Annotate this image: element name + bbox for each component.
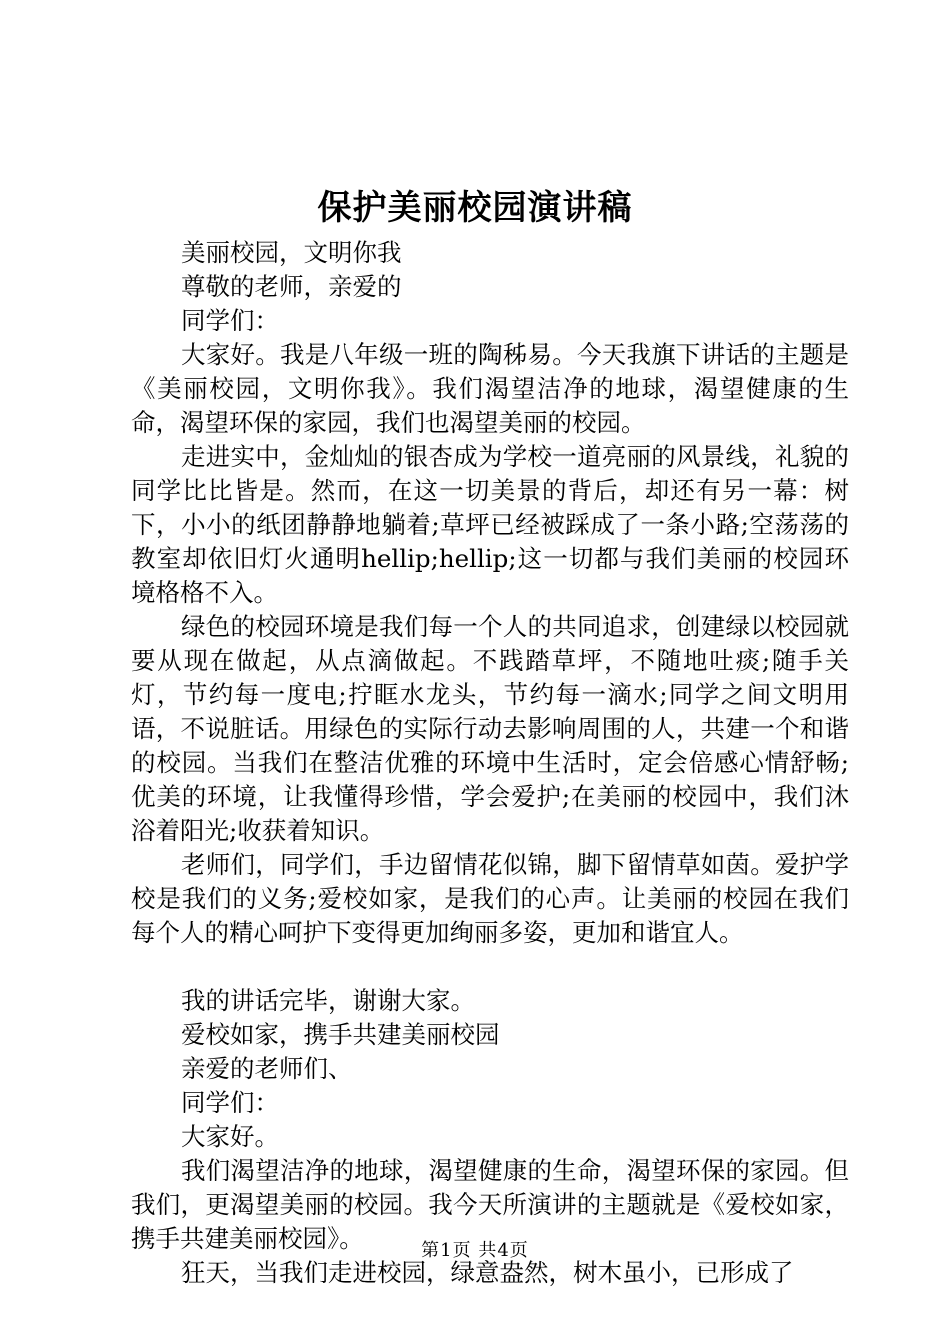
page-indicator: 第1页 共4页: [421, 1240, 529, 1261]
paragraph-closing: 我的讲话完毕，谢谢大家。: [181, 986, 475, 1015]
paragraph-subtitle: 美丽校园，文明你我: [181, 238, 402, 267]
paragraph-body: 我们渴望洁净的地球，渴望健康的生命，渴望环保的家园。但我们，更渴望美丽的校园。我今天所演讲的主题就是《爱校如家，携手共建美丽校园》。: [131, 1156, 849, 1253]
paragraph-salutation: 亲爱的老师们、: [181, 1054, 353, 1083]
paragraph-body: 走进实中，金灿灿的银杏成为学校一道亮丽的风景线，礼貌的同学比比皆是。然而，在这一切美景的背后，却还有另一幕：树下，小小的纸团静静地躺着;草坪已经被踩成了一条小路;空荡荡的教室却依旧灯火通明hellip;hellip;这一切都与我们美丽的校园环境格格不入。: [131, 442, 849, 607]
paragraph-body: 老师们，同学们，手边留情花似锦，脚下留情草如茵。爱护学校是我们的义务;爱校如家，是我们的心声。让美丽的校园在我们每个人的精心呵护下变得更加绚丽多姿，更加和谐宜人。: [131, 850, 849, 947]
paragraph-greeting: 大家好。: [181, 1122, 279, 1151]
paragraph-spacer: [131, 950, 849, 984]
paragraph-salutation-2: 同学们：: [181, 306, 279, 335]
paragraph-second-title: 爱校如家，携手共建美丽校园: [181, 1020, 500, 1049]
paragraph-body: 绿色的校园环境是我们每一个人的共同追求，创建绿以校园就要从现在做起，从点滴做起。不践踏草坪，不随地吐痰;随手关灯，节约每一度电;拧眶水龙头，节约每一滴水;同学之间文明用语，不说脏话。用绿色的实际行动去影响周围的人，共建一个和谐的校园。当我们在整洁优雅的环境中生活时，定会倍感心情舒畅;优美的环境，让我懂得珍惜，学会爱护;在美丽的校园中，我们沐浴着阳光;收获着知识。: [131, 612, 849, 845]
paragraph-salutation-2: 同学们：: [181, 1088, 279, 1117]
paragraph-salutation: 尊敬的老师，亲爱的: [181, 272, 402, 301]
paragraph-body: 狂天，当我们走进校园，绿意盎然，树木虽小，已形成了: [181, 1258, 794, 1287]
paragraph-intro: 大家好。我是八年级一班的陶秭易。今天我旗下讲话的主题是《美丽校园，文明你我》。我们渴望洁净的地球，渴望健康的生命，渴望环保的家园，我们也渴望美丽的校园。: [131, 340, 849, 437]
document-title: 保护美丽校园演讲稿: [317, 188, 633, 228]
document-body: [131, 236, 849, 1290]
